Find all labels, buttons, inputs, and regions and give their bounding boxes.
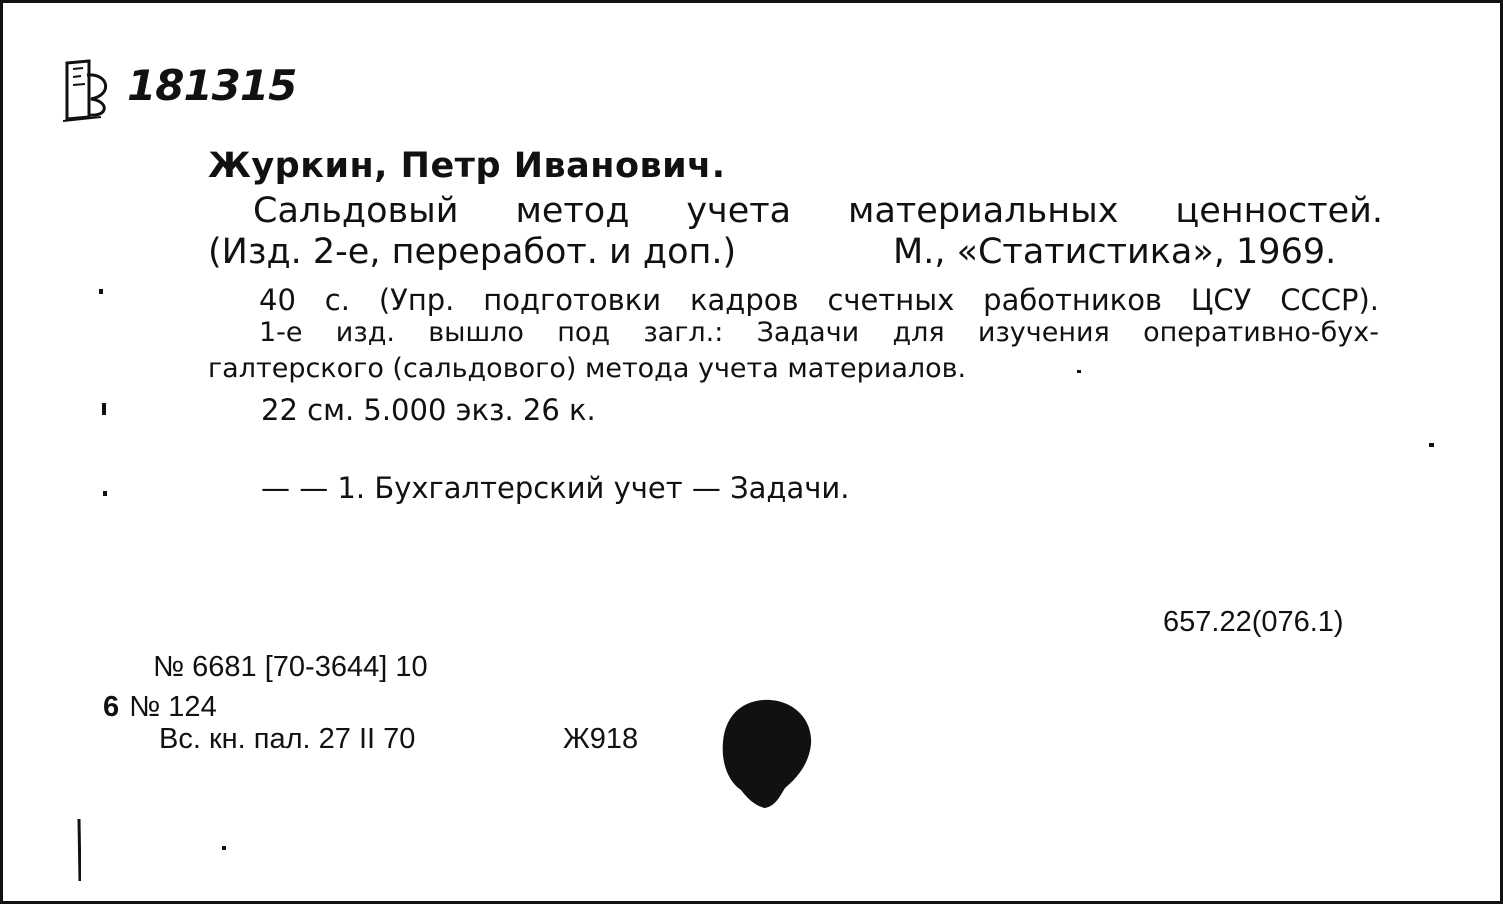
pen-stroke-mark (77, 819, 81, 881)
physical-description: 22 см. 5.000 экз. 26 к. (261, 393, 596, 427)
library-stamp-icon (61, 55, 121, 125)
speck-mark (1429, 443, 1434, 447)
author-heading: Журкин, Петр Иванович. (208, 146, 726, 186)
speck-mark (1077, 370, 1081, 373)
note-line-2: галтерского (сальдового) метода учета материалов. (208, 353, 967, 384)
speck-mark (222, 846, 226, 850)
book-title: Сальдовый метод учета материальных ценностей. (253, 191, 1383, 231)
registry-prefix: 6 (103, 691, 120, 723)
ink-blot-icon (719, 698, 814, 810)
udc-classification: 657.22(076.1) (1163, 606, 1344, 638)
registry-number: № 124 (129, 691, 217, 723)
publisher-statement: М., «Статистика», 1969. (893, 232, 1337, 272)
speck-mark (103, 491, 107, 496)
edition-statement: (Изд. 2-е, переработ. и доп.) (208, 232, 737, 272)
subject-heading: — — 1. Бухгалтерский учет — Задачи. (261, 471, 850, 505)
pagination-series: 40 с. (Упр. подготовки кадров счетных работников ЦСУ СССР). (259, 283, 1379, 317)
note-line-1: 1-е изд. вышло под загл.: Задачи для изучения оперативно-бух- (259, 317, 1379, 348)
speck-mark (102, 403, 106, 415)
speck-mark (99, 289, 103, 294)
registry-code: Ж918 (563, 723, 639, 755)
accession-number: 181315 (127, 61, 297, 110)
registry-second-line (103, 691, 217, 724)
registry-number-line: № 6681 [70-3644] 10 (153, 651, 428, 683)
book-chamber-line: Вс. кн. пал. 27 II 70 (159, 723, 416, 755)
